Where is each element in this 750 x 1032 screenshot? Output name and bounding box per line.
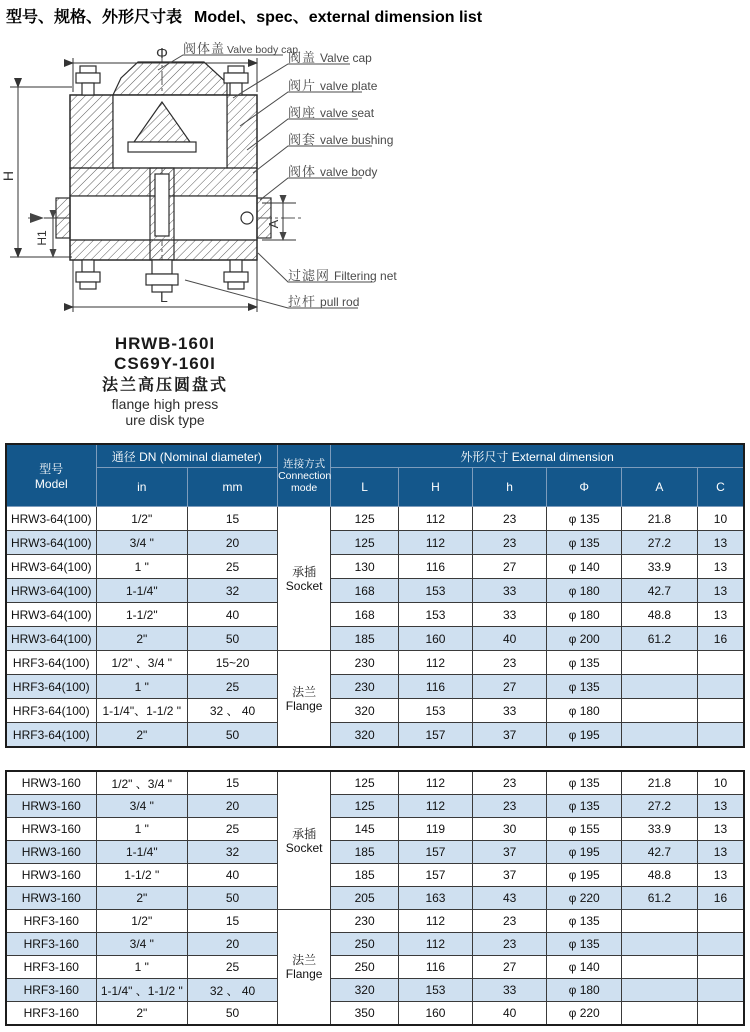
table-row (6, 507, 744, 531)
spec-table-160-series (5, 770, 745, 1026)
cell-mm: 15 (188, 507, 278, 531)
dim-H1-label: H1 (35, 230, 49, 246)
valve-seat-plate (128, 142, 196, 152)
upper-body-left (70, 95, 113, 168)
cell-phi: φ 200 (547, 627, 622, 651)
cell-model: HRF3-64(100) (6, 699, 96, 723)
cell-H: 112 (399, 651, 473, 675)
cell-mm: 32 、 40 (188, 699, 278, 723)
dim-phi-label: Φ (156, 45, 168, 62)
cell-mm: 40 (188, 603, 278, 627)
cell-A: 61.2 (621, 887, 697, 910)
connection-mode-cell (278, 910, 331, 1026)
page-title-en: Model、spec、external dimension list (194, 9, 483, 26)
cell-phi: φ 180 (547, 699, 622, 723)
cell-C (697, 699, 744, 723)
cell-A (621, 723, 697, 748)
table-row (6, 699, 744, 723)
part-label-filtering-net: 过滤网 Filtering net (288, 268, 397, 283)
cell-h: 27 (472, 555, 547, 579)
cell-H: 112 (399, 933, 473, 956)
cell-h: 40 (472, 627, 547, 651)
flow-arrow (30, 213, 44, 223)
table-row (6, 555, 744, 579)
cell-phi: φ 220 (547, 887, 622, 910)
cell-C: 16 (697, 887, 744, 910)
cell-phi: φ 135 (547, 675, 622, 699)
cell-mm: 15~20 (188, 651, 278, 675)
cell-mm: 20 (188, 795, 278, 818)
cell-H: 116 (399, 555, 473, 579)
cell-H: 112 (399, 795, 473, 818)
bolt (82, 260, 94, 272)
cell-mm: 20 (188, 531, 278, 555)
cell-phi: φ 140 (547, 555, 622, 579)
cell-H: 112 (399, 910, 473, 933)
table-row (6, 651, 744, 675)
cell-model: HRW3-64(100) (6, 603, 96, 627)
col-header-model (6, 444, 96, 507)
cell-H: 119 (399, 818, 473, 841)
cell-A (621, 675, 697, 699)
connection-mode-cell (278, 507, 331, 651)
right-socket (257, 198, 271, 238)
cell-h: 23 (472, 651, 547, 675)
cell-model: HRW3-64(100) (6, 555, 96, 579)
connection-zh: 法兰 (292, 684, 317, 699)
cell-H: 112 (399, 531, 473, 555)
cell-L: 130 (331, 555, 399, 579)
cell-L: 145 (331, 818, 399, 841)
cell-L: 205 (331, 887, 399, 910)
cell-phi: φ 135 (547, 531, 622, 555)
cell-H: 157 (399, 723, 473, 748)
cell-phi: φ 135 (547, 910, 622, 933)
cell-A (621, 651, 697, 675)
cell-H: 160 (399, 627, 473, 651)
cell-mm: 25 (188, 675, 278, 699)
bolt (230, 260, 242, 272)
cell-in: 1/2" 、3/4 " (96, 651, 188, 675)
cell-in: 3/4 " (96, 795, 188, 818)
part-label-valve-plate: 阀片 valve plate (288, 78, 378, 93)
cell-mm: 25 (188, 956, 278, 979)
part-label-valve-body-cap (183, 38, 298, 58)
cell-model: HRW3-160 (6, 818, 96, 841)
cell-C: 10 (697, 771, 744, 795)
cell-L: 230 (331, 651, 399, 675)
cell-phi: φ 220 (547, 1002, 622, 1026)
connection-en: Socket (285, 578, 323, 593)
cell-H: 157 (399, 841, 473, 864)
cell-A: 27.2 (621, 531, 697, 555)
cell-phi: φ 180 (547, 979, 622, 1002)
cell-model: HRW3-160 (6, 795, 96, 818)
cell-model: HRW3-64(100) (6, 507, 96, 531)
table-row (6, 627, 744, 651)
model-code-2: CS69Y-160I (114, 354, 216, 373)
cell-C: 13 (697, 795, 744, 818)
cell-L: 230 (331, 910, 399, 933)
cell-model: HRW3-160 (6, 841, 96, 864)
page-title (6, 4, 482, 27)
cell-mm: 25 (188, 555, 278, 579)
col-header-H: H (399, 468, 473, 507)
col-header-connection: 连接方式 Connection mode (278, 444, 331, 507)
cell-L: 320 (331, 723, 399, 748)
cell-A (621, 1002, 697, 1026)
part-label-en: Valve body cap (227, 44, 299, 56)
cell-H: 116 (399, 675, 473, 699)
cell-L: 125 (331, 531, 399, 555)
cell-h: 43 (472, 887, 547, 910)
cell-A: 42.7 (621, 841, 697, 864)
cell-C: 16 (697, 627, 744, 651)
cell-L: 125 (331, 771, 399, 795)
col-header-phi: Φ (547, 468, 622, 507)
cell-C (697, 723, 744, 748)
cell-C: 13 (697, 603, 744, 627)
cell-A (621, 910, 697, 933)
cell-C: 13 (697, 531, 744, 555)
cell-A: 48.8 (621, 603, 697, 627)
cell-H: 157 (399, 864, 473, 887)
cell-phi: φ 180 (547, 579, 622, 603)
cell-A: 21.8 (621, 771, 697, 795)
table-row (6, 887, 744, 910)
cell-L: 185 (331, 627, 399, 651)
cell-H: 153 (399, 699, 473, 723)
col-header-model-en: Model (34, 477, 68, 491)
cell-phi: φ 195 (547, 723, 622, 748)
cell-model: HRF3-160 (6, 979, 96, 1002)
cell-phi: φ 135 (547, 651, 622, 675)
cell-mm: 40 (188, 864, 278, 887)
cell-L: 250 (331, 956, 399, 979)
cell-phi: φ 140 (547, 956, 622, 979)
cell-in: 1 " (96, 555, 188, 579)
connection-en: Flange (285, 698, 323, 713)
model-designation-block (20, 334, 310, 428)
cell-H: 153 (399, 979, 473, 1002)
cell-in: 2" (96, 723, 188, 748)
cell-phi: φ 155 (547, 818, 622, 841)
cell-h: 23 (472, 507, 547, 531)
model-type-en-1: flange high press (111, 396, 219, 412)
table-row (6, 910, 744, 933)
cell-in: 1 " (96, 675, 188, 699)
cell-in: 1/2" 、3/4 " (96, 771, 188, 795)
valve-body-cap-shape (113, 62, 227, 95)
col-header-C: C (697, 468, 744, 507)
bolt (80, 66, 96, 73)
cell-L: 350 (331, 1002, 399, 1026)
cell-h: 37 (472, 841, 547, 864)
cell-model: HRW3-160 (6, 771, 96, 795)
connection-mode-cell (278, 651, 331, 748)
cell-phi: φ 180 (547, 603, 622, 627)
cell-L: 125 (331, 507, 399, 531)
cell-model: HRF3-160 (6, 1002, 96, 1026)
connection-mode-cell (278, 771, 331, 910)
model-code-1: HRWB-160I (114, 334, 216, 353)
cell-h: 23 (472, 771, 547, 795)
table-row (6, 675, 744, 699)
cell-L: 168 (331, 579, 399, 603)
cell-A: 48.8 (621, 864, 697, 887)
cell-A (621, 979, 697, 1002)
cell-L: 320 (331, 979, 399, 1002)
table-row (6, 771, 744, 795)
col-header-external-dimension: 外形尺寸 External dimension (331, 444, 744, 468)
cell-C: 13 (697, 818, 744, 841)
table-row (6, 795, 744, 818)
dim-H-label: H (0, 170, 16, 182)
cell-L: 250 (331, 933, 399, 956)
cell-A (621, 956, 697, 979)
cell-mm: 32 (188, 841, 278, 864)
cell-mm: 15 (188, 771, 278, 795)
cell-h: 30 (472, 818, 547, 841)
spec-table-64-body (6, 507, 744, 748)
cell-H: 116 (399, 956, 473, 979)
connection-en: Socket (285, 840, 323, 855)
cell-mm: 50 (188, 723, 278, 748)
filtering-net-ball (241, 212, 253, 224)
cell-h: 33 (472, 979, 547, 1002)
cell-model: HRW3-64(100) (6, 531, 96, 555)
cell-in: 3/4 " (96, 933, 188, 956)
col-header-model-zh: 型号 (39, 462, 64, 476)
model-type-en-2: ure disk type (125, 412, 205, 428)
table-row (6, 531, 744, 555)
cell-model: HRW3-64(100) (6, 579, 96, 603)
cell-h: 33 (472, 603, 547, 627)
cell-C (697, 979, 744, 1002)
dim-A-label: A (266, 219, 281, 229)
table-row (6, 603, 744, 627)
cell-h: 40 (472, 1002, 547, 1026)
connection-zh: 法兰 (292, 953, 317, 967)
spec-table-64-series (5, 443, 745, 748)
cell-in: 2" (96, 887, 188, 910)
cell-phi: φ 195 (547, 864, 622, 887)
table-row (6, 864, 744, 887)
cell-h: 37 (472, 723, 547, 748)
cell-in: 1-1/4" 、1-1/2 " (96, 979, 188, 1002)
connection-en: Flange (285, 967, 323, 981)
cell-h: 23 (472, 910, 547, 933)
cell-C: 13 (697, 841, 744, 864)
pull-rod-shape (155, 174, 169, 236)
cell-A: 61.2 (621, 627, 697, 651)
cell-phi: φ 135 (547, 507, 622, 531)
page-title-zh: 型号、规格、外形尺寸表 (6, 9, 183, 26)
cell-in: 1-1/2" (96, 603, 188, 627)
cell-model: HRF3-160 (6, 956, 96, 979)
cell-L: 168 (331, 603, 399, 627)
part-label-valve-bushing: 阀套 valve bushing (288, 132, 394, 147)
part-label-zh: 阀体盖 (183, 41, 226, 56)
cell-C: 10 (697, 507, 744, 531)
cell-model: HRF3-64(100) (6, 675, 96, 699)
table-row (6, 723, 744, 748)
col-header-in: in (96, 468, 188, 507)
cell-in: 2" (96, 627, 188, 651)
cell-C (697, 651, 744, 675)
cell-H: 112 (399, 771, 473, 795)
cell-mm: 50 (188, 887, 278, 910)
cell-in: 1 " (96, 956, 188, 979)
cell-model: HRW3-64(100) (6, 627, 96, 651)
cell-in: 1 " (96, 818, 188, 841)
cell-H: 153 (399, 603, 473, 627)
table-row (6, 579, 744, 603)
connection-zh: 承插 (292, 826, 317, 841)
table-row (6, 933, 744, 956)
part-label-pull-rod: 拉杆 pull rod (288, 294, 360, 309)
cell-mm: 50 (188, 627, 278, 651)
cell-model: HRF3-64(100) (6, 723, 96, 748)
dim-L-label: L (160, 289, 168, 305)
cell-H: 160 (399, 1002, 473, 1026)
cell-H: 163 (399, 887, 473, 910)
col-header-mm: mm (188, 468, 278, 507)
cell-mm: 20 (188, 933, 278, 956)
bolt (228, 66, 244, 73)
part-label-valve-cap: 阀盖 Valve cap (288, 50, 372, 65)
cell-L: 125 (331, 795, 399, 818)
cell-phi: φ 135 (547, 933, 622, 956)
cell-in: 2" (96, 1002, 188, 1026)
cell-in: 1-1/4" (96, 841, 188, 864)
cell-L: 185 (331, 841, 399, 864)
cell-C (697, 956, 744, 979)
cell-h: 23 (472, 795, 547, 818)
col-header-h: h (472, 468, 547, 507)
upper-body-right (227, 95, 257, 168)
cell-phi: φ 195 (547, 841, 622, 864)
cell-h: 27 (472, 956, 547, 979)
table-row (6, 818, 744, 841)
cell-H: 112 (399, 507, 473, 531)
cell-C: 13 (697, 864, 744, 887)
cell-A: 33.9 (621, 818, 697, 841)
cell-A: 33.9 (621, 555, 697, 579)
cell-model: HRF3-64(100) (6, 651, 96, 675)
cell-C (697, 933, 744, 956)
cell-in: 3/4 " (96, 531, 188, 555)
col-header-L: L (331, 468, 399, 507)
cell-in: 1-1/4"、1-1/2 " (96, 699, 188, 723)
spec-table-160-body (6, 771, 744, 1025)
cell-h: 33 (472, 579, 547, 603)
cell-model: HRF3-160 (6, 933, 96, 956)
cell-L: 320 (331, 699, 399, 723)
cell-in: 1-1/2 " (96, 864, 188, 887)
cell-C (697, 910, 744, 933)
cell-mm: 15 (188, 910, 278, 933)
cell-A: 27.2 (621, 795, 697, 818)
cell-phi: φ 135 (547, 771, 622, 795)
cell-A (621, 933, 697, 956)
part-label-valve-body: 阀体 valve body (288, 164, 378, 179)
cell-mm: 25 (188, 818, 278, 841)
table-row (6, 956, 744, 979)
cell-C (697, 1002, 744, 1026)
part-label-valve-seat: 阀座 valve seat (288, 105, 375, 120)
cell-A: 42.7 (621, 579, 697, 603)
cell-model: HRF3-160 (6, 910, 96, 933)
cell-h: 27 (472, 675, 547, 699)
cell-C: 13 (697, 555, 744, 579)
cell-A: 21.8 (621, 507, 697, 531)
cell-in: 1-1/4" (96, 579, 188, 603)
model-type-zh: 法兰高压圆盘式 (101, 377, 228, 394)
table-row (6, 1002, 744, 1026)
cell-in: 1/2" (96, 507, 188, 531)
cell-phi: φ 135 (547, 795, 622, 818)
cell-C (697, 675, 744, 699)
connection-zh: 承插 (292, 564, 317, 579)
cell-L: 185 (331, 864, 399, 887)
cell-h: 23 (472, 933, 547, 956)
cell-h: 23 (472, 531, 547, 555)
col-header-dn: 通径 DN (Nominal diameter) (96, 444, 278, 468)
cell-A (621, 699, 697, 723)
cell-C: 13 (697, 579, 744, 603)
col-header-A: A (621, 468, 697, 507)
table-row (6, 841, 744, 864)
cell-h: 37 (472, 864, 547, 887)
cell-L: 230 (331, 675, 399, 699)
cell-mm: 32 、 40 (188, 979, 278, 1002)
cell-model: HRW3-160 (6, 887, 96, 910)
cell-in: 1/2" (96, 910, 188, 933)
cell-H: 153 (399, 579, 473, 603)
pull-rod-nut (152, 260, 172, 274)
cell-mm: 32 (188, 579, 278, 603)
table-row (6, 979, 744, 1002)
cell-mm: 50 (188, 1002, 278, 1026)
cell-h: 33 (472, 699, 547, 723)
cell-model: HRW3-160 (6, 864, 96, 887)
